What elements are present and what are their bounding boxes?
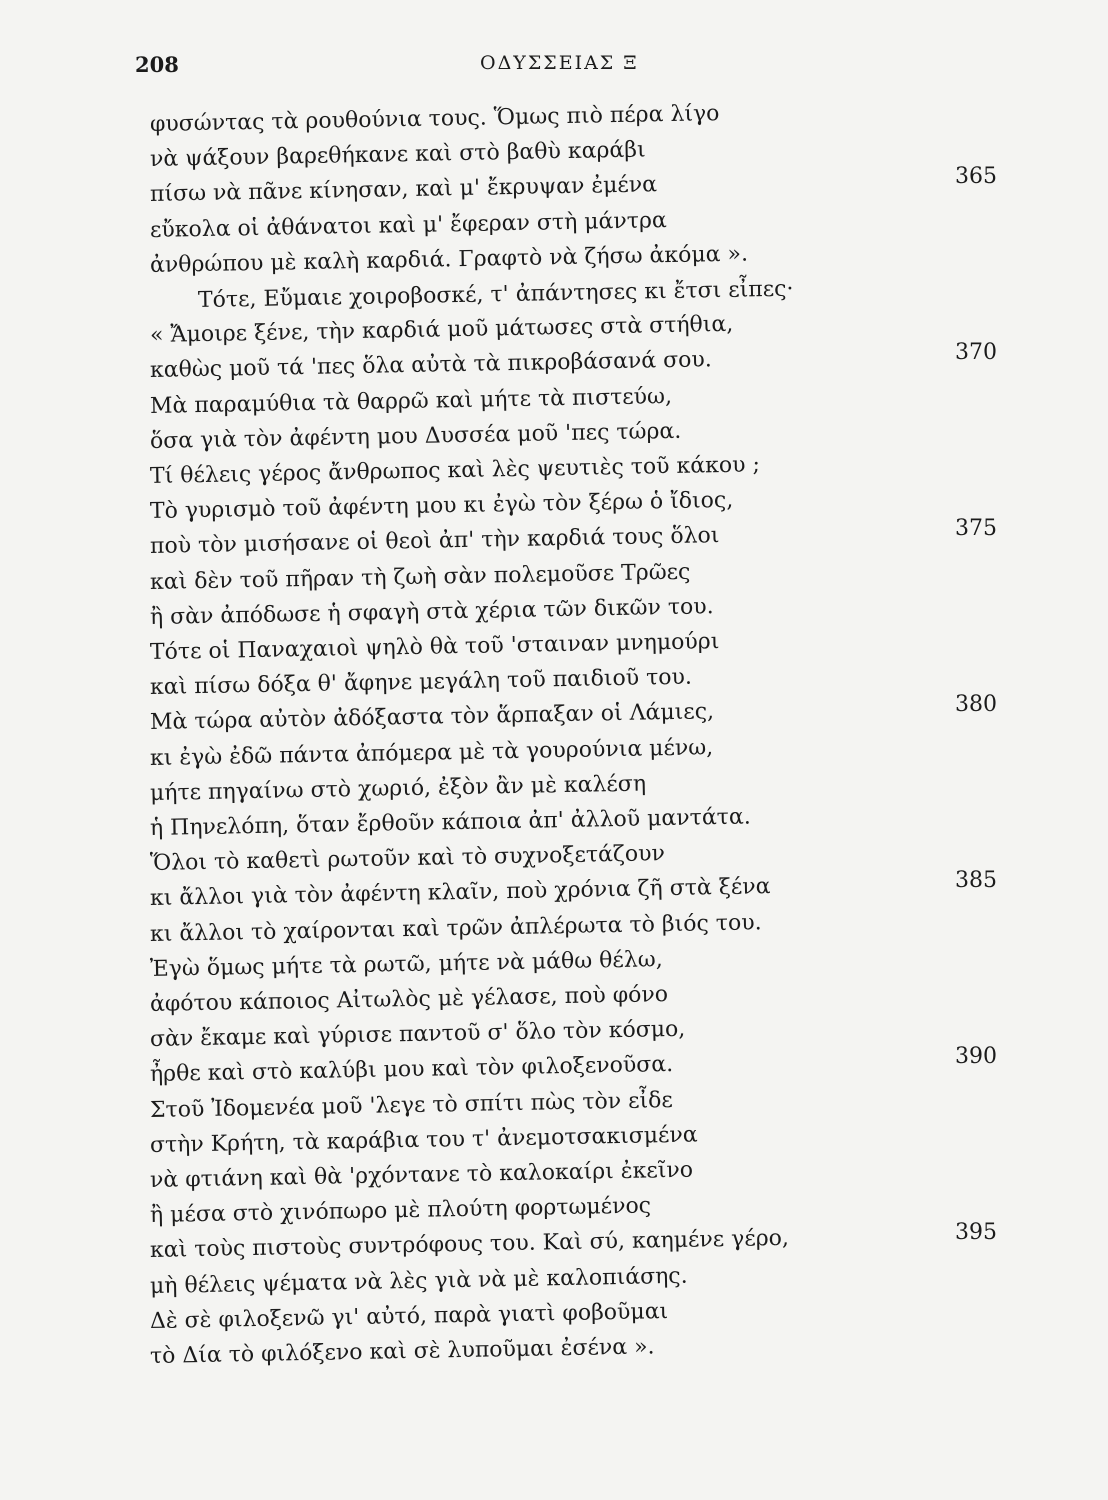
verse-line: Στοῦ Ἰδομενέα μοῦ 'λεγε τὸ σπίτι πὼς τὸν εἶδε bbox=[149, 1087, 674, 1123]
line-number: 390 bbox=[955, 1044, 997, 1070]
verse-line: νὰ ψάξουν βαρεθήκανε καὶ στὸ βαθὺ καράβι bbox=[149, 137, 646, 173]
verse-line: Τὸ γυρισμὸ τοῦ ἀφέντη μου κι ἐγὼ τὸν ξέρω ὁ ἴδιος, bbox=[149, 487, 734, 525]
verse-line: Τί θέλεις γέρος ἄνθρωπος καὶ λὲς ψευτιὲς τοῦ κάκου ; bbox=[149, 452, 761, 489]
verse-line: κι ἐγὼ ἐδῶ πάντα ἀπόμερα μὲ τὰ γουρούνια μένω, bbox=[149, 734, 714, 771]
verse-line: μὴ θέλεις ψέματα νὰ λὲς γιὰ νὰ μὲ καλοπιάσης. bbox=[149, 1263, 688, 1299]
page-header bbox=[0, 52, 1108, 88]
verse-line: κι ἄλλοι γιὰ τὸν ἀφέντη κλαῖν, ποὺ χρόνια ζῆ στὰ ξένα bbox=[149, 874, 771, 912]
verse-line: καὶ δὲν τοῦ πῆραν τὴ ζωὴ σὰν πολεμοῦσε Τρῶες bbox=[149, 559, 691, 595]
verse-line: ὅσα γιὰ τὸν ἀφέντη μου Δυσσέα μοῦ 'πες τώρα. bbox=[149, 418, 682, 454]
line-number: 380 bbox=[955, 692, 997, 718]
verse-line: ἦρθε καὶ στὸ καλύβι μου καὶ τὸν φιλοξενοῦσα. bbox=[149, 1052, 674, 1088]
verse-line: Ὅλοι τὸ καθετὶ ρωτοῦν καὶ τὸ συχνοξετάζουν bbox=[149, 841, 666, 877]
verse-line: καὶ τοὺς πιστοὺς συντρόφους του. Καὶ σύ, καημένε γέρο, bbox=[149, 1226, 790, 1264]
line-number: 395 bbox=[955, 1220, 997, 1246]
verse-line: φυσώντας τὰ ρουθούνια τους. Ὅμως πιὸ πέρα λίγο bbox=[149, 101, 720, 137]
verse-line: ποὺ τὸν μισήσανε οἱ θεοὶ ἀπ' τὴν καρδιά τους ὅλοι bbox=[149, 523, 720, 560]
running-title: ΟΔΥΣΣΕΙΑΣ Ξ bbox=[480, 52, 639, 74]
verse-line: καθὼς μοῦ τά 'πες ὅλα αὐτὰ τὰ πικροβάσανά σου. bbox=[149, 347, 713, 384]
verse-line: ἢ μέσα στὸ χινόπωρο μὲ πλούτη φορτωμένος bbox=[149, 1193, 652, 1229]
verse-line: ἡ Πηνελόπη, ὅταν ἔρθοῦν κάποια ἀπ' ἀλλοῦ μαντάτα. bbox=[149, 804, 751, 841]
verse-line: μήτε πηγαίνω στὸ χωριό, ἐξὸν ἂν μὲ καλέση bbox=[149, 771, 647, 806]
line-number: 365 bbox=[955, 164, 997, 190]
verse-line: Τότε, Εὔμαιε χοιροβοσκέ, τ' ἀπάντησες κι ἔτσι εἶπες· bbox=[197, 276, 794, 313]
verse-line: εὔκολα οἱ ἀθάνατοι καὶ μ' ἔφεραν στὴ μάντρα bbox=[149, 207, 667, 243]
verse-line: ἀνθρώπου μὲ καλὴ καρδιά. Γραφτὸ νὰ ζήσω ἀκόμα ». bbox=[149, 241, 749, 278]
verse-line: τὸ Δία τὸ φιλόξενο καὶ σὲ λυποῦμαι ἐσένα ». bbox=[149, 1334, 655, 1369]
page-number: 208 bbox=[135, 52, 179, 77]
verse-line: Μὰ τώρα αὐτὸν ἀδόξαστα τὸν ἅρπαξαν οἱ Λάμιες, bbox=[149, 699, 715, 736]
verse-line: καὶ πίσω δόξα θ' ἄφηνε μεγάλη τοῦ παιδιοῦ του. bbox=[149, 664, 693, 701]
verse-line: στὴν Κρήτη, τὰ καράβια του τ' ἀνεμοτσακισμένα bbox=[149, 1122, 698, 1158]
line-number: 375 bbox=[955, 516, 997, 542]
verse-line: ἢ σὰν ἀπόδωσε ἡ σφαγὴ στὰ χέρια τῶν δικῶν του. bbox=[149, 593, 714, 630]
verse-line: Ἐγὼ ὅμως μήτε τὰ ρωτῶ, μήτε νὰ μάθω θέλω, bbox=[149, 946, 663, 982]
verse-line: ἀφότου κάποιος Αἰτωλὸς μὲ γέλασε, ποὺ φόνο bbox=[149, 982, 669, 1017]
verse-line: Τότε οἱ Παναχαιοὶ ψηλὸ θὰ τοῦ 'σταιναν μνημούρι bbox=[149, 629, 720, 665]
verse-line: « Ἄμοιρε ξένε, τὴν καρδιά μοῦ μάτωσες στὰ στήθια, bbox=[149, 311, 734, 349]
verse-line: κι ἄλλοι τὸ χαίρονται καὶ τρῶν ἀπλέρωτα τὸ βιός του. bbox=[149, 909, 762, 947]
verse-line: Δὲ σὲ φιλοξενῶ γι' αὐτό, παρὰ γιατὶ φοβοῦμαι bbox=[149, 1298, 669, 1334]
verse-line: νὰ φτιάνη καὶ θὰ 'ρχόντανε τὸ καλοκαίρι ἐκεῖνο bbox=[149, 1157, 694, 1193]
line-number: 385 bbox=[955, 868, 997, 894]
verse-line: σὰν ἔκαμε καὶ γύρισε παντοῦ σ' ὅλο τὸν κόσμο, bbox=[149, 1016, 686, 1053]
verse-line: Μὰ παραμύθια τὰ θαρρῶ καὶ μήτε τὰ πιστεύω, bbox=[149, 383, 673, 419]
verse-line: πίσω νὰ πᾶνε κίνησαν, καὶ μ' ἔκρυψαν ἐμένα bbox=[149, 172, 658, 208]
line-number: 370 bbox=[955, 340, 997, 366]
